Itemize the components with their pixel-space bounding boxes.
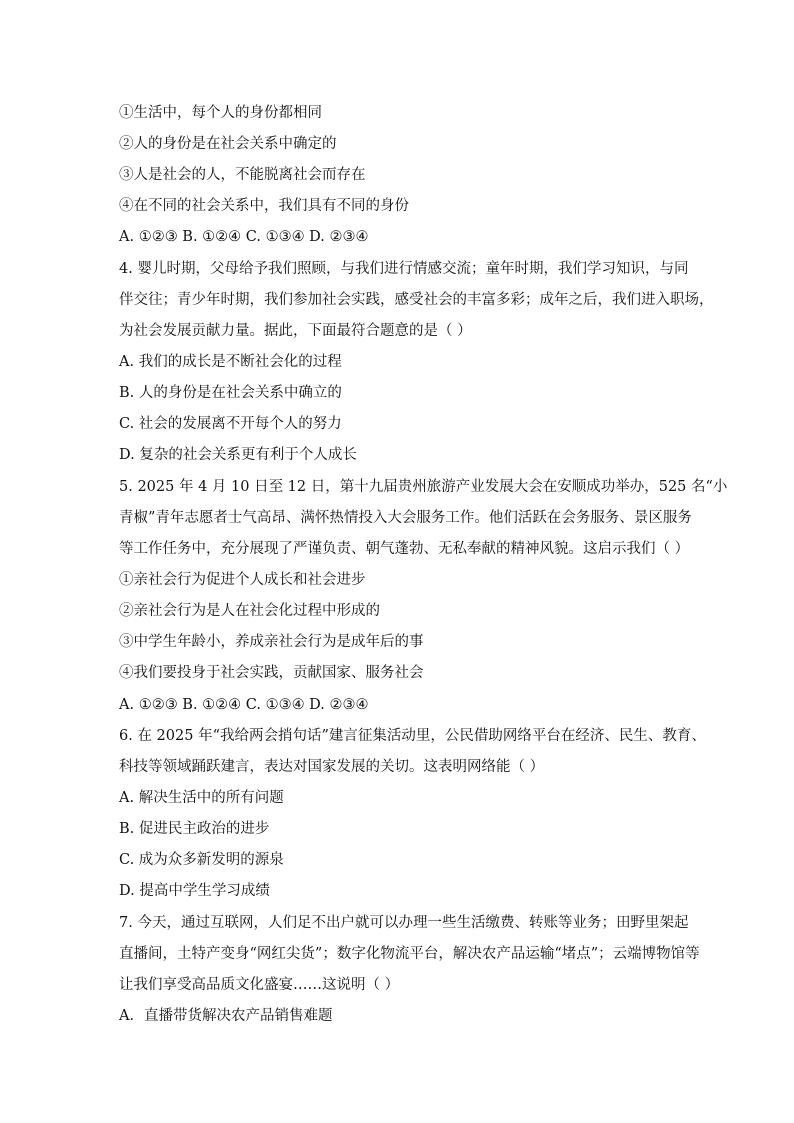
option-line: ④我们要投身于社会实践，贡献国家、服务社会: [119, 665, 424, 681]
question-5-text: 等工作任务中，充分展现了严谨负责、朝气蓬勃、无私奉献的精神风貌。这启示我们（ ）: [119, 541, 690, 557]
question-7-text: 让我们享受高品质文化盛宴……这说明（ ）: [119, 977, 400, 993]
answer-choice: D. 复杂的社会关系更有利于个人成长: [119, 447, 357, 463]
answer-choice: C. 成为众多新发明的源泉: [119, 852, 284, 868]
question-4-text: 4. 婴儿时期，父母给予我们照顾，与我们进行情感交流；童年时期，我们学习知识，与同: [119, 261, 689, 277]
question-6-text: 6. 在 2025 年“我给两会捎句话”建言征集活动里，公民借助网络平台在经济、民生、教育、: [119, 728, 706, 744]
option-line: ②亲社会行为是人在社会化过程中形成的: [119, 603, 380, 619]
answer-choices: A. ①②③ B. ①②④ C. ①③④ D. ②③④: [119, 697, 369, 713]
answer-choice: B. 促进民主政治的进步: [119, 821, 270, 837]
option-line: ④在不同的社会关系中，我们具有不同的身份: [119, 198, 409, 214]
option-line: ③中学生年龄小，养成亲社会行为是成年后的事: [119, 634, 424, 650]
answer-choice: A．直播带货解决农产品销售难题: [119, 1008, 333, 1024]
question-7-text: 7. 今天，通过互联网，人们足不出户就可以办理一些生活缴费、转账等业务；田野里架起: [119, 915, 689, 931]
option-line: ①亲社会行为促进个人成长和社会进步: [119, 572, 366, 588]
question-4-text: 伴交往；青少年时期，我们参加社会实践，感受社会的丰富多彩；成年之后，我们进入职场，: [119, 292, 714, 308]
question-5-text: 青椒”青年志愿者士气高昂、满怀热情投入大会服务工作。他们活跃在会务服务、景区服务: [119, 510, 692, 526]
question-5-text: 5. 2025 年 4 月 10 日至 12 日，第十九届贵州旅游产业发展大会在安顺成功举办，525 名“小: [119, 479, 728, 495]
option-line: ①生活中，每个人的身份都相同: [119, 105, 322, 121]
answer-choice: C. 社会的发展离不开每个人的努力: [119, 416, 342, 432]
question-7-text: 直播间，土特产变身“网红尖货”；数字化物流平台，解决农产品运输“堵点”；云端博物馆等: [119, 946, 700, 962]
option-line: ②人的身份是在社会关系中确定的: [119, 136, 337, 152]
answer-choice: A. 解决生活中的所有问题: [119, 790, 284, 806]
answer-choice: A. 我们的成长是不断社会化的过程: [119, 354, 342, 370]
question-6-text: 科技等领域踊跃建言，表达对国家发展的关切。这表明网络能（ ）: [119, 759, 545, 775]
answer-choice: B. 人的身份是在社会关系中确立的: [119, 385, 342, 401]
question-4-text: 为社会发展贡献力量。据此，下面最符合题意的是（ ）: [119, 323, 472, 339]
option-line: ③人是社会的人，不能脱离社会而存在: [119, 167, 366, 183]
answer-choice: D. 提高中学生学习成绩: [119, 883, 270, 899]
answer-choices: A. ①②③ B. ①②④ C. ①③④ D. ②③④: [119, 229, 369, 245]
